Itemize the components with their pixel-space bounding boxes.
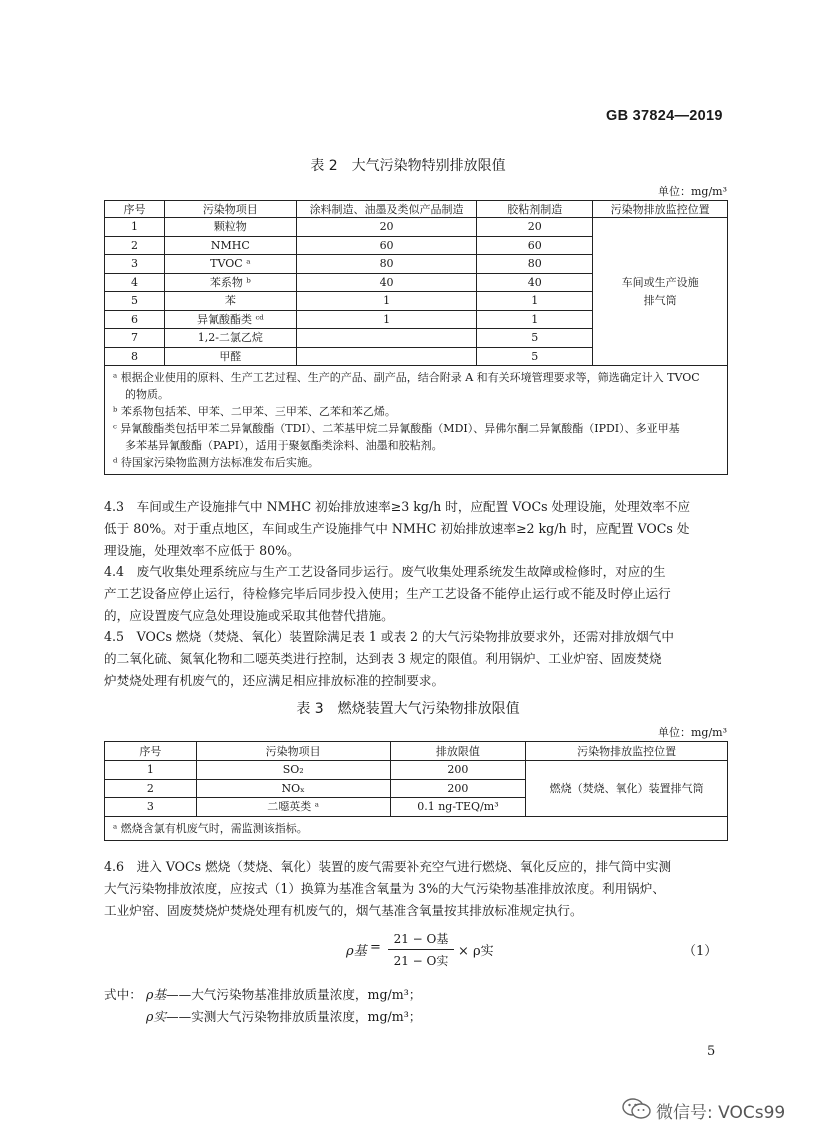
row-item: 二噁英类 ᵃ xyxy=(196,798,390,817)
monitoring-location: 燃烧（焚烧、氧化）装置排气筒 xyxy=(526,761,728,817)
table-header-row xyxy=(105,742,728,761)
table2 xyxy=(104,200,728,475)
monitoring-location xyxy=(593,218,728,366)
column-header: 涂料制造、油墨及类似产品制造 xyxy=(296,201,477,218)
definition-text: ——实测大气污染物排放质量浓度，mg/m³； xyxy=(166,1009,422,1024)
row-item: 苯 xyxy=(164,292,296,311)
row-limit: 0.1 ng-TEQ/m³ xyxy=(390,798,526,817)
para-line: 炉焚烧处理有机废气的，还应满足相应排放标准的控制要求。 xyxy=(104,672,445,688)
para-line: 理设施，处理效率不应低于 80%。 xyxy=(104,542,300,558)
formula-lhs: ρ基 xyxy=(346,944,367,959)
row-limit: 200 xyxy=(390,761,526,780)
row-item: SO₂ xyxy=(196,761,390,780)
row-adhesive-limit: 80 xyxy=(477,255,593,274)
row-coating-limit: 1 xyxy=(296,292,477,311)
para-line: 4.3 车间或生产设施排气中 NMHC 初始排放速率≥3 kg/h 时，应配置 VOCs 处理设施，处理效率不应 xyxy=(104,499,691,514)
column-header: 序号 xyxy=(105,201,165,218)
row-adhesive-limit: 1 xyxy=(477,310,593,329)
para-line: 4.4 废气收集处理系统应与生产工艺设备同步运行。废气收集处理系统发生故障或检修时，对应的生 xyxy=(104,564,666,579)
para-line: 产工艺设备应停止运行，待检修完毕后同步投入使用；生产工艺设备不能停止运行或不能及时停止运行 xyxy=(104,585,671,601)
location-line: 车间或生产设施 xyxy=(621,275,699,289)
row-no: 7 xyxy=(105,329,165,348)
row-adhesive-limit: 1 xyxy=(477,292,593,311)
section-4-5 xyxy=(104,626,728,691)
table3-notes-row xyxy=(105,816,728,840)
row-coating-limit: 80 xyxy=(296,255,477,274)
row-no: 2 xyxy=(105,779,197,798)
row-coating-limit: 1 xyxy=(296,310,477,329)
table2-unit: 单位：mg/m³ xyxy=(657,185,727,198)
row-no: 3 xyxy=(105,798,197,817)
row-no: 3 xyxy=(105,255,165,274)
section-4-6 xyxy=(104,856,728,921)
row-no: 1 xyxy=(105,218,165,237)
row-adhesive-limit: 60 xyxy=(477,236,593,255)
table2-caption: 表 2 大气污染物特别排放限值 xyxy=(310,158,506,174)
row-adhesive-limit: 40 xyxy=(477,273,593,292)
note-line: 的物质。 xyxy=(125,388,169,401)
row-coating-limit xyxy=(296,329,477,348)
table-header-row xyxy=(105,201,728,218)
row-item: 甲醛 xyxy=(164,347,296,366)
para-line: 的二氧化硫、氮氧化物和二噁英类进行控制，达到表 3 规定的限值。利用锅炉、工业炉窑、固废焚烧 xyxy=(104,650,662,666)
standard-code: GB 37824—2019 xyxy=(606,108,723,124)
formula-denominator: 21 − O实 xyxy=(393,954,449,968)
table3-caption: 表 3 燃烧装置大气污染物排放限值 xyxy=(296,701,520,717)
para-line: 的，应设置废气应急处理设施或采取其他替代措施。 xyxy=(104,607,394,623)
note-line: ᵇ 苯系物包括苯、甲苯、二甲苯、三甲苯、乙苯和苯乙烯。 xyxy=(113,405,396,418)
row-no: 6 xyxy=(105,310,165,329)
formula-numerator: 21 − O基 xyxy=(393,932,449,946)
row-item: NMHC xyxy=(164,236,296,255)
column-header: 污染物排放监控位置 xyxy=(593,201,728,218)
row-limit: 200 xyxy=(390,779,526,798)
watermark-text: 微信号: VOCs99 xyxy=(656,1103,786,1123)
table3-unit: 单位：mg/m³ xyxy=(657,726,727,739)
para-line: 4.5 VOCs 燃烧（焚烧、氧化）装置除满足表 1 或表 2 的大气污染物排放要求外，还需对排放烟气中 xyxy=(104,629,674,644)
section-4-3 xyxy=(104,496,728,561)
column-header: 污染物项目 xyxy=(164,201,296,218)
row-coating-limit: 40 xyxy=(296,273,477,292)
table2-notes-row xyxy=(105,366,728,475)
row-adhesive-limit: 20 xyxy=(477,218,593,237)
definition-item xyxy=(146,984,421,1003)
row-coating-limit: 60 xyxy=(296,236,477,255)
formula-number: （1） xyxy=(683,944,718,959)
note-line: ᶜ 异氰酸酯类包括甲苯二异氰酸酯（TDI）、二苯基甲烷二异氰酸酯（MDI）、异佛尔酮二异氰酸酯（IPDI）、多亚甲基 xyxy=(113,422,680,435)
column-header: 污染物项目 xyxy=(196,742,390,761)
formula-times: × ρ实 xyxy=(458,944,494,959)
row-item: TVOC ᵃ xyxy=(164,255,296,274)
column-header: 胶粘剂制造 xyxy=(477,201,593,218)
para-line: 工业炉窑、固废焚烧炉焚烧处理有机废气的，烟气基准含氧量按其排放标准规定执行。 xyxy=(104,902,583,918)
para-line: 低于 80%。对于重点地区，车间或生产设施排气中 NMHC 初始排放速率≥2 kg/h 时，应配置 VOCs 处 xyxy=(104,520,690,536)
row-no: 5 xyxy=(105,292,165,311)
para-line: 大气污染物排放浓度，应按式（1）换算为基准含氧量为 3%的大气污染物基准排放浓度。利用锅炉、 xyxy=(104,880,665,896)
definition-symbol: ρ基 xyxy=(146,987,166,1002)
note-line: 多苯基异氰酸酯（PAPI），适用于聚氨酯类涂料、油墨和胶粘剂。 xyxy=(125,439,443,452)
row-adhesive-limit: 5 xyxy=(477,347,593,366)
row-no: 1 xyxy=(105,761,197,780)
row-item: 苯系物 ᵇ xyxy=(164,273,296,292)
row-coating-limit: 20 xyxy=(296,218,477,237)
table3-note: ᵃ 燃烧含氯有机废气时，需监测该指标。 xyxy=(105,816,728,840)
definition-symbol: ρ实 xyxy=(146,1009,166,1024)
para-line: 4.6 进入 VOCs 燃烧（焚烧、氧化）装置的废气需要补充空气进行燃烧、氧化反应的，排气筒中实测 xyxy=(104,859,672,874)
row-no: 8 xyxy=(105,347,165,366)
note-line: ᵃ 根据企业使用的原料、生产工艺过程、生产的产品、副产品，结合附录 A 和有关环境管理要求等，筛选确定计入 TVOC xyxy=(113,371,700,384)
definition-item xyxy=(146,1006,421,1025)
row-item: 颗粒物 xyxy=(164,218,296,237)
section-4-4 xyxy=(104,561,728,626)
formula-equals: = xyxy=(370,940,381,955)
column-header: 污染物排放监控位置 xyxy=(526,742,728,761)
table2-notes xyxy=(105,366,728,475)
table-row xyxy=(105,218,728,237)
table-row xyxy=(105,761,728,780)
formula xyxy=(346,930,536,970)
table3 xyxy=(104,741,728,841)
row-adhesive-limit: 5 xyxy=(477,329,593,348)
row-item: 1,2-二氯乙烷 xyxy=(164,329,296,348)
row-item: 异氰酸酯类 ᶜᵈ xyxy=(164,310,296,329)
fraction-bar xyxy=(388,949,454,950)
column-header: 排放限值 xyxy=(390,742,526,761)
note-line: ᵈ 待国家污染物监测方法标准发布后实施。 xyxy=(113,456,319,469)
column-header: 序号 xyxy=(105,742,197,761)
page-number: 5 xyxy=(707,1044,716,1059)
row-no: 2 xyxy=(105,236,165,255)
row-coating-limit xyxy=(296,347,477,366)
location-line: 排气筒 xyxy=(643,293,677,307)
wechat-icon xyxy=(622,1097,652,1121)
definitions-intro: 式中： xyxy=(104,987,142,1002)
row-item: NOₓ xyxy=(196,779,390,798)
definition-text: ——大气污染物基准排放质量浓度，mg/m³； xyxy=(166,987,422,1002)
row-no: 4 xyxy=(105,273,165,292)
